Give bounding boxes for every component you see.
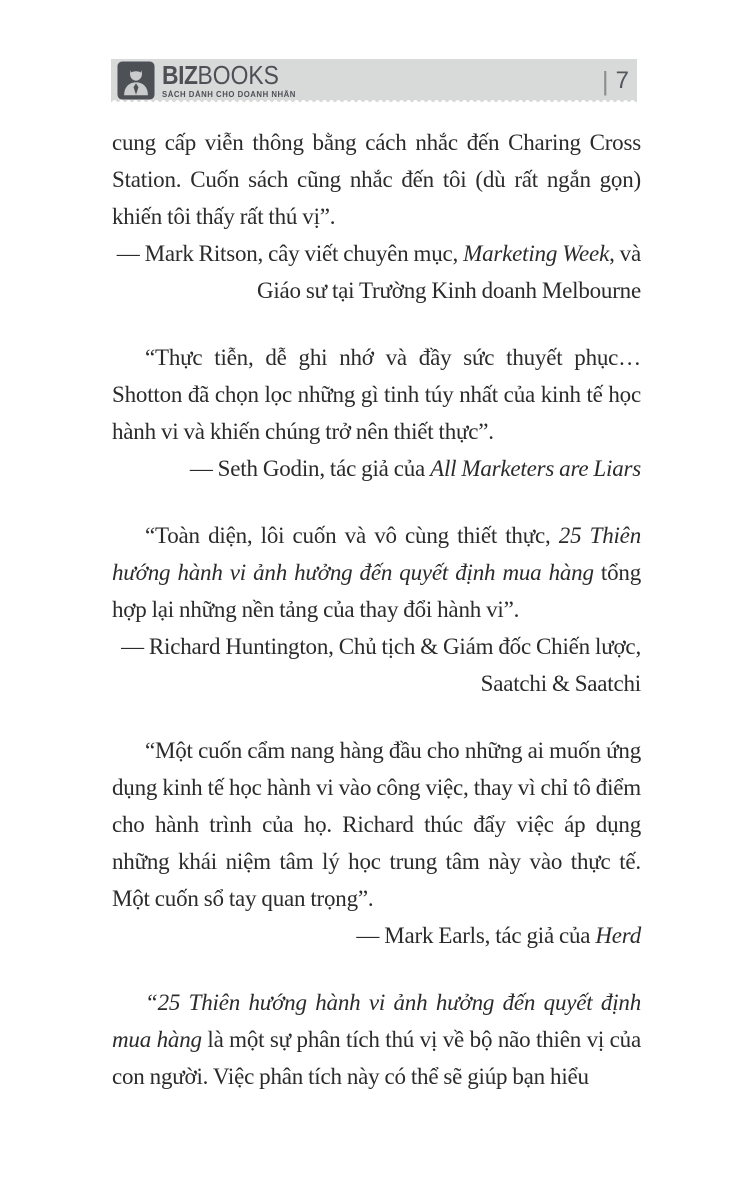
page-number bbox=[602, 59, 629, 102]
brand-name-secondary: BOOKS bbox=[197, 60, 279, 90]
text-run: — Richard Huntington, Chủ tịch & Giám đốc Chiến lược, Saatchi & Saatchi bbox=[121, 634, 641, 696]
page-content bbox=[112, 124, 641, 1095]
text-run: “Một cuốn cẩm nang hàng đầu cho những ai muốn ứng dụng kinh tế học hành vi vào công việc, thay vì chỉ tô điểm cho hành trình của họ. Richard thúc đẩy việc áp dụng những khái niệm tâm lý học trung tâm này vào thực tế. Một cuốn sổ tay quan trọng”. bbox=[112, 738, 641, 911]
text-run: tổng hợp lại những nền tảng của thay đổi hành vi”. bbox=[112, 560, 641, 622]
brand-name bbox=[162, 62, 284, 88]
text-run: All Marketers are Liars bbox=[430, 456, 641, 481]
text-run: Marketing Week bbox=[463, 241, 610, 266]
text-run: Herd bbox=[595, 923, 641, 948]
page-number-separator: | bbox=[601, 65, 609, 96]
text-run: — Seth Godin, tác giả của bbox=[189, 456, 431, 481]
text-run: “25 Thiên hướng hành vi ảnh hưởng đến quyết định mua hàng bbox=[112, 990, 641, 1052]
body-paragraph bbox=[112, 732, 641, 917]
body-paragraph bbox=[112, 984, 641, 1095]
text-run: , và Giáo sư tại Trường Kinh doanh Melbourne bbox=[256, 241, 641, 303]
page-header bbox=[111, 59, 637, 102]
attribution bbox=[112, 628, 641, 702]
body-paragraph bbox=[112, 124, 641, 235]
text-run: “Thực tiễn, dễ ghi nhớ và đầy sức thuyết phục… Shotton đã chọn lọc những gì tinh túy nhất của kinh tế học hành vi và khiến chúng trở nên thiết thực”. bbox=[112, 345, 641, 444]
text-run: “Toàn diện, lôi cuốn và vô cùng thiết thực, bbox=[145, 523, 559, 548]
brand-name-primary: BIZ bbox=[162, 60, 198, 90]
page-number-value: 7 bbox=[615, 66, 629, 94]
brand-text bbox=[162, 62, 300, 99]
attribution bbox=[112, 450, 641, 487]
bizbooks-logo bbox=[117, 61, 300, 100]
attribution bbox=[112, 917, 641, 954]
text-run: là một sự phân tích thú vị về bộ não thiên vị của con người. Việc phân tích này có thể sẽ giúp bạn hiểu bbox=[112, 1027, 641, 1089]
text-run: cung cấp viễn thông bằng cách nhắc đến Charing Cross Station. Cuốn sách cũng nhắc đến tôi (dù rất ngắn gọn) khiến tôi thấy rất thú vị”. bbox=[112, 130, 641, 229]
body-paragraph bbox=[112, 517, 641, 628]
businessman-portrait-icon bbox=[117, 61, 155, 100]
body-paragraph bbox=[112, 339, 641, 450]
attribution bbox=[112, 235, 641, 309]
text-run: — Mark Ritson, cây viết chuyên mục, bbox=[116, 241, 464, 266]
text-run: 25 Thiên hướng hành vi ảnh hưởng đến quyết định mua hàng bbox=[112, 523, 641, 585]
brand-tagline: SÁCH DÀNH CHO DOANH NHÂN bbox=[162, 90, 296, 99]
text-run: — Mark Earls, tác giả của bbox=[356, 923, 596, 948]
